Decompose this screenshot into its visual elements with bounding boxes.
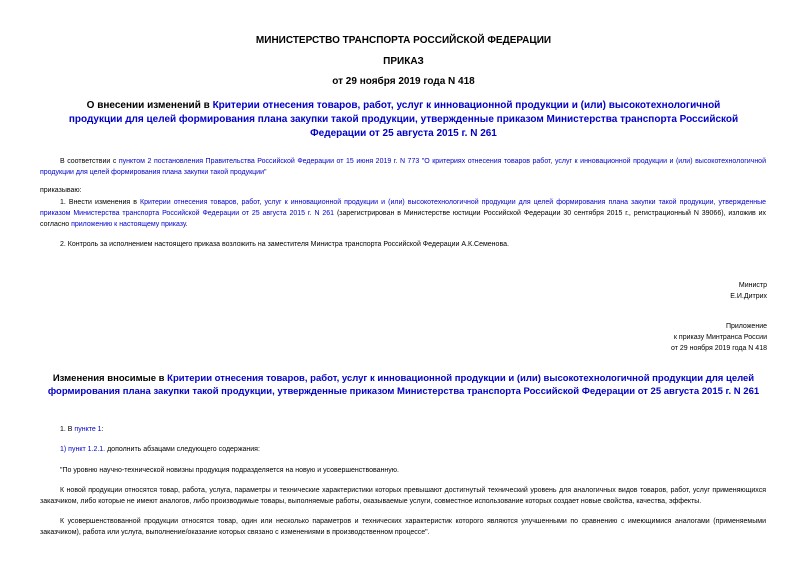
changes-title-link[interactable]: Критерии отнесения товаров, работ, услуг к инновационной продукции и (или) высокотехнологичной продукции для целей формирования плана закупки такой продукции, утвержденные приказом Министерства транспорта Российской Федерации от 25 августа 2015 г. N 261 (47, 373, 760, 397)
change-paragraph-improved-products: К усовершенствованной продукции относятся товар, один или несколько параметров и технических характеристик которого являются улучшенными по сравнению с имеющимися аналогами (применяемыми заказчиком), работа или услуга, выполнение/оказание которых связано с изменениями в производственном процессе". (40, 518, 766, 536)
preamble-link[interactable]: пунктом 2 постановления Правительства Российской Федерации от 15 июня 2019 г. N 773 "О критериях отнесения товаров работ, услуг к инновационной продукции и (или) высокотехнологичной продукции для целей формирования плана закупки такой продукции" (40, 158, 766, 176)
orders-word: приказываю: (40, 187, 82, 194)
item1-end: . (185, 221, 188, 228)
appendix-block (671, 321, 767, 354)
order-item-2: 2. Контроль за исполнением настоящего приказа возложить на заместителя Министра транспорта Российской Федерации А.К.Семенова. (60, 241, 509, 248)
change-1-prefix: 1. В (60, 426, 75, 433)
signatory-name: Е.И.Дитрих (730, 293, 767, 300)
ministry-heading: МИНИСТЕРСТВО ТРАНСПОРТА РОССИЙСКОЙ ФЕДЕРАЦИИ (255, 35, 552, 46)
change-paragraph-novelty: "По уровню научно-технической новизны продукция подразделяется на новую и усовершенствованную. (60, 467, 399, 474)
change-subpoint-1 (40, 444, 766, 455)
change-subpoint-link[interactable]: 1) пункт 1.2.1. (60, 446, 106, 453)
preamble-paragraph (40, 156, 766, 178)
appendix-line-3: от 29 ноября 2019 года N 418 (671, 345, 767, 352)
changes-title-prefix: Изменения вносимые в (52, 373, 168, 384)
change-subpoint-text: дополнить абзацами следующего содержания: (105, 446, 260, 453)
changes-title (40, 372, 767, 398)
appendix-line-1: Приложение (725, 323, 767, 330)
signature-block (730, 280, 767, 302)
preamble-prefix: В соответствии с (60, 158, 119, 165)
order-item-1 (40, 197, 766, 230)
item1-appendix-link[interactable]: приложению к настоящему приказу (71, 221, 186, 228)
item1-middle: (зарегистрирован в Министерстве юстиции Российской Федерации 30 сентября 2015 г., регистрационный N 39066), изложив их согласно (40, 210, 766, 228)
order-title-prefix: О внесении изменений в (86, 100, 213, 111)
order-date-number: от 29 ноября 2019 года N 418 (332, 76, 475, 87)
order-title (60, 99, 747, 141)
item1-criteria-link[interactable]: Критерии отнесения товаров, работ, услуг к инновационной продукции и (или) высокотехнологичной продукции для целей формирования плана закупки такой продукции, утвержденные приказом Министерства транспорта Российской Федерации от 25 августа 2015 г. N 261 (40, 199, 767, 217)
appendix-line-2: к приказу Минтранса России (673, 334, 767, 341)
change-point-1 (40, 424, 766, 435)
item1-prefix: 1. Внести изменения в (60, 199, 141, 206)
change-paragraph-new-products: К новой продукции относятся товар, работа, услуга, параметры и технические характеристики которых превышают достигнутый технический уровень для аналогичных видов товаров, работ, услуг применяющихся заказчиком, либо которые не имеют аналогов, либо производимые товары, выполняемые работы, оказываемые услуги, совместное использование которых создает новые свойства, качества, эффекты. (40, 487, 766, 505)
change-1-link[interactable]: пункте 1 (74, 426, 102, 433)
document-type-heading: ПРИКАЗ (383, 56, 424, 67)
change-1-end: : (101, 426, 104, 433)
order-title-link[interactable]: Критерии отнесения товаров, работ, услуг к инновационной продукции и (или) высокотехнологичной продукции для целей формирования плана закупки такой продукции, утвержденные приказом Министерства транспорта Российской Федерации от 25 августа 2015 г. N 261 (68, 100, 739, 139)
signatory-position: Министр (738, 282, 767, 289)
